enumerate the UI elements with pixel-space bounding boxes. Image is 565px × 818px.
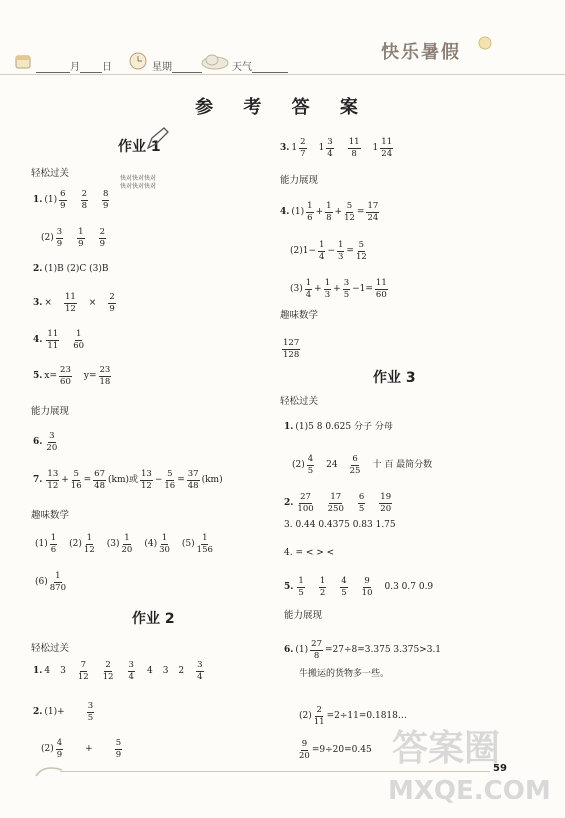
hw1-fun-1to5: (1) 1 6 (2) 1 12 (3) 1 20 (4) 1 30 (5) 1 156	[35, 533, 213, 555]
hw3-q1-1: 1. (1)5 8 0.625 分子 分母	[284, 422, 393, 432]
page-number: 59	[493, 763, 507, 774]
hw2-q2-1: 2. (1)+ 3 5	[33, 701, 94, 723]
pencil-icon	[144, 124, 170, 152]
hw3-q6-1: 6. (1) $\frac{27}{8}$ =27÷8=3.375 3.375>3.1	[284, 639, 442, 661]
hw3-ability-heading: 能力展现	[284, 610, 323, 621]
hw1-q6: 6. 3 20	[33, 431, 58, 453]
hw1-q4: 4. 11 11 1 60	[33, 329, 85, 351]
hw3-heading: 作业 3	[373, 370, 416, 386]
hw1-easy-heading: 轻松过关	[31, 168, 70, 179]
hw3-q6-note: 牛搬运的货物多一些。	[299, 669, 390, 679]
hw2-heading: 作业 2	[132, 611, 175, 627]
hw1-ability-heading: 能力展现	[31, 406, 70, 417]
hw2-fun-answer: 127 128	[283, 338, 300, 360]
hw1-note: 快对快对快对 快对快对快对	[120, 175, 157, 190]
hw3-easy-heading: 轻松过关	[280, 396, 319, 407]
hw2-easy-heading: 轻松过关	[31, 643, 70, 654]
hw1-q3: 3. × 11 12 × 2 9	[33, 292, 115, 314]
calendar-icon	[14, 52, 32, 70]
hw3-q4: 4. = < > <	[284, 548, 335, 558]
hw2-q4-1: 4. (1) 1 6 + $\frac{1}{8}$ + $\frac{5}{12}$ = $\frac{17}{24}$	[280, 201, 379, 223]
weather-label: 天气	[232, 62, 252, 73]
hw1-fun-6: (6) 1 870	[35, 571, 66, 593]
watermark-answer: 答案圈	[392, 728, 501, 769]
hw2-q4-3: (3) 1 4 + $\frac{1}{3}$ + $\frac{3}{5}$ −1= $\frac{11}{60}$	[290, 278, 387, 300]
hw1-heading: 作业 1	[118, 139, 161, 155]
hw2-q4-2: (2)1− $\frac{1}{4}$ − $\frac{1}{3}$ = $\frac{5}{12}$	[290, 240, 367, 262]
hw1-q1-1: 1. (1) 6 9 2 8 8 9	[33, 189, 109, 211]
hw1-q7: 7. 13 12 + $\frac{5}{16}$ = $\frac{67}{48}$ (km)或 13 12 − $\frac{5}{16}$ = $\frac{37}{48}$ (km)	[33, 469, 223, 491]
sun-icon	[474, 32, 496, 54]
hw3-q2: 2. 27 100 17 250 6 5 19 20	[284, 492, 392, 514]
hw3-q1-2: (2) 4 5 24 6 25 十 百 最简分数	[292, 454, 433, 476]
watermark-site: MXQE.COM	[388, 776, 551, 806]
page-title: 参 考 答 案	[195, 97, 370, 118]
hw1-q1-2: (2) 3 9 1 9 2 9	[41, 227, 106, 249]
clock-icon	[128, 51, 148, 71]
hw3-q6-3: $\frac{9}{20}$ =9÷20=0.45	[299, 739, 372, 761]
cloud-icon	[200, 52, 230, 70]
week-label: 星期	[152, 62, 172, 73]
hw2-q1: 1. 4 3 7 12 2 12 3 4 4 3 2 3 4	[33, 660, 203, 682]
hw2-q3: 3. 1 2 7 1 3 4 11 8 1 11 24	[280, 137, 393, 159]
footer-rule	[60, 771, 490, 772]
hw1-q5: 5. x= $\frac{23}{60}$ y= $\frac{23}{18}$	[33, 365, 111, 387]
hw1-q2: 2. (1)B (2)C (3)B	[33, 264, 109, 274]
hw2-q2-2: (2) 4 9 + 5 9	[41, 738, 122, 760]
month-label: 月	[70, 62, 80, 73]
hw1-fun-heading: 趣味数学	[31, 510, 70, 521]
header-divider	[0, 74, 565, 75]
hw3-q6-2: (2) $\frac{2}{11}$ =2÷11=0.1818…	[299, 705, 407, 727]
day-label: 日	[102, 62, 112, 73]
hw3-q3: 3. 0.44 0.4375 0.83 1.75	[284, 520, 396, 530]
brand-title: 快乐暑假	[381, 42, 461, 63]
hw2-fun-heading: 趣味数学	[280, 310, 319, 321]
hw3-q5: 5. 1 5 1 2 4 5 9 10 0.3 0.7 0.9	[284, 576, 434, 598]
hw2-ability-heading: 能力展现	[280, 175, 319, 186]
